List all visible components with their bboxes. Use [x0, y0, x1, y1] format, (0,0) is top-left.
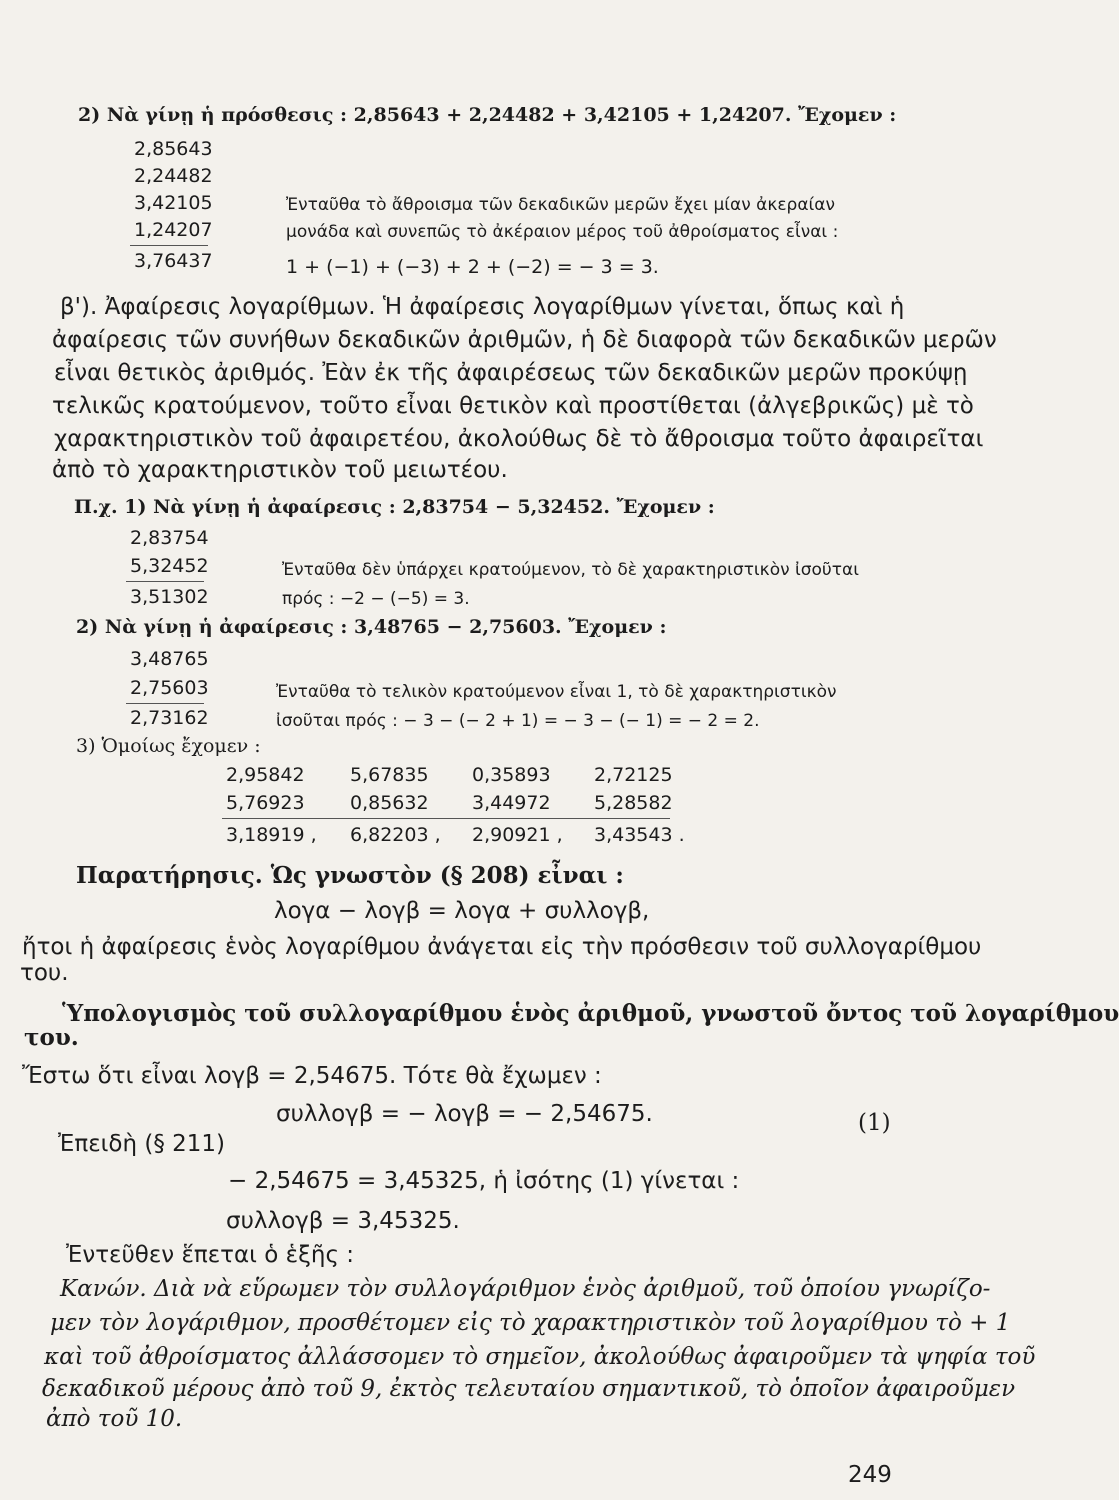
example-1-heading: Π.χ. 1) Νὰ γίνῃ ἡ ἀφαίρεσις : 2,83754 − 5,32452. Ἔχομεν :	[74, 496, 715, 518]
remark-text-line-1: ἤτοι ἡ ἀφαίρεσις ἑνὸς λογαρίθμου ἀνάγεται εἰς τὴν πρόσθεσιν τοῦ συλλογαρίθμου	[22, 934, 982, 960]
addition-sum-rule	[130, 245, 208, 246]
example-2-subtrahend: 2,75603	[130, 677, 209, 699]
rule-line-1: Κανών. Διὰ νὰ εὕρωμεν τὸν συλλογάριθμον ἑνὸς ἀριθμοῦ, τοῦ ὁποίου γνωρίζο-	[60, 1276, 991, 1302]
example-3-cell-r1c1: 2,95842	[226, 764, 305, 786]
cologarithm-line-6: Ἐντεῦθεν ἕπεται ὁ ἑξῆς :	[66, 1242, 355, 1268]
cologarithm-line-2: συλλογβ = − λογβ = − 2,54675.	[276, 1101, 653, 1127]
cologarithm-line-5: συλλογβ = 3,45325.	[226, 1208, 460, 1234]
example-3-cell-r2c3: 3,44972	[472, 792, 551, 814]
remark-text-line-2: του.	[20, 960, 69, 986]
example-3-rule	[222, 818, 670, 819]
subtraction-paragraph-line-4: τελικῶς κρατούμενον, τοῦτο εἶναι θετικὸν καὶ προστίθεται (ἀλγεβρικῶς) μὲ τὸ	[52, 393, 974, 419]
example-1-note-line-2: πρός : −2 − (−5) = 3.	[282, 589, 470, 609]
cologarithm-heading-line-1: Ὑπολογισμὸς τοῦ συλλογαρίθμου ἑνὸς ἀριθμοῦ, γνωστοῦ ὄντος τοῦ λογαρίθμου	[62, 1000, 1119, 1027]
addition-note-line-1: Ἐνταῦθα τὸ ἄθροισμα τῶν δεκαδικῶν μερῶν ἔχει μίαν ἀκεραίαν	[286, 195, 835, 215]
example-3-cell-r1c3: 0,35893	[472, 764, 551, 786]
cologarithm-line-1: Ἔστω ὅτι εἶναι λογβ = 2,54675. Τότε θὰ ἔχωμεν :	[22, 1063, 602, 1089]
subtraction-paragraph-line-2: ἀφαίρεσις τῶν συνήθων δεκαδικῶν ἀριθμῶν, ἡ δὲ διαφορὰ τῶν δεκαδικῶν μερῶν	[52, 327, 997, 353]
subtraction-paragraph-line-5: χαρακτηριστικὸν τοῦ ἀφαιρετέου, ἀκολούθως δὲ τὸ ἄθροισμα τοῦτο ἀφαιρεῖται	[54, 426, 984, 452]
example-1-rule	[126, 581, 204, 582]
addition-note-line-3: 1 + (−1) + (−3) + 2 + (−2) = − 3 = 3.	[286, 256, 659, 278]
example-1-note-line-1: Ἐνταῦθα δὲν ὑπάρχει κρατούμενον, τὸ δὲ χαρακτηριστικὸν ἰσοῦται	[282, 560, 859, 580]
addition-number-3: 3,42105	[134, 192, 213, 214]
example-2-rule	[126, 703, 204, 704]
subtraction-paragraph-line-6: ἀπὸ τὸ χαρακτηριστικὸν τοῦ μειωτέου.	[52, 457, 508, 483]
addition-number-1: 2,85643	[134, 138, 213, 160]
example-2-note-line-2: ἰσοῦται πρός : − 3 − (− 2 + 1) = − 3 − (− 1) = − 2 = 2.	[276, 711, 760, 731]
example-2-note-line-1: Ἐνταῦθα τὸ τελικὸν κρατούμενον εἶναι 1, τὸ δὲ χαρακτηριστικὸν	[276, 682, 837, 702]
example-2-minuend: 3,48765	[130, 648, 209, 670]
example-3-cell-r3c3: 2,90921 ,	[472, 824, 563, 846]
remark-line: Παρατήρησις. Ὡς γνωστὸν (§ 208) εἶναι :	[76, 862, 624, 889]
example-2-difference: 2,73162	[130, 707, 209, 729]
example-3-cell-r2c1: 5,76923	[226, 792, 305, 814]
addition-note-line-2: μονάδα καὶ συνεπῶς τὸ ἀκέραιον μέρος τοῦ ἀθροίσματος εἶναι :	[286, 222, 839, 242]
example-3-cell-r3c1: 3,18919 ,	[226, 824, 317, 846]
rule-line-3: καὶ τοῦ ἀθροίσματος ἀλλάσσομεν τὸ σημεῖον, ἀκολούθως ἀφαιροῦμεν τὰ ψηφία τοῦ	[44, 1344, 1036, 1370]
cologarithm-line-4: − 2,54675 = 3,45325, ἡ ἰσότης (1) γίνεται :	[228, 1168, 740, 1194]
example-3-cell-r2c4: 5,28582	[594, 792, 673, 814]
example-3-cell-r3c4: 3,43543 .	[594, 824, 685, 846]
example-3-cell-r1c2: 5,67835	[350, 764, 429, 786]
remark-formula: λογα − λογβ = λογα + συλλογβ,	[274, 898, 650, 924]
example-2-heading: 2) Νὰ γίνῃ ἡ ἀφαίρεσις : 3,48765 − 2,75603. Ἔχομεν :	[76, 616, 667, 638]
rule-line-4: δεκαδικοῦ μέρους ἀπὸ τοῦ 9, ἐκτὸς τελευταίου σημαντικοῦ, τὸ ὁποῖον ἀφαιροῦμεν	[42, 1376, 1016, 1402]
addition-sum: 3,76437	[134, 250, 213, 272]
addition-number-4: 1,24207	[134, 219, 213, 241]
subtraction-paragraph-line-1: β'). Ἀφαίρεσις λογαρίθμων. Ἡ ἀφαίρεσις λογαρίθμων γίνεται, ὅπως καὶ ἡ	[60, 294, 905, 320]
addition-example-heading: 2) Νὰ γίνῃ ἡ πρόσθεσις : 2,85643 + 2,24482 + 3,42105 + 1,24207. Ἔχομεν :	[78, 104, 897, 126]
example-3-cell-r3c2: 6,82203 ,	[350, 824, 441, 846]
cologarithm-line-3: Ἐπειδὴ (§ 211)	[58, 1131, 226, 1157]
example-1-minuend: 2,83754	[130, 527, 209, 549]
example-1-subtrahend: 5,32452	[130, 555, 209, 577]
rule-line-2: μεν τὸν λογάριθμον, προσθέτομεν εἰς τὸ χαρακτηριστικὸν τοῦ λογαρίθμου τὸ + 1	[50, 1310, 1011, 1336]
subtraction-paragraph-line-3: εἶναι θετικὸς ἀριθμός. Ἐὰν ἐκ τῆς ἀφαιρέσεως τῶν δεκαδικῶν μερῶν προκύψῃ	[54, 360, 968, 386]
example-1-difference: 3,51302	[130, 586, 209, 608]
example-3-heading: 3) Ὁμοίως ἔχομεν :	[76, 735, 261, 757]
example-3-cell-r2c2: 0,85632	[350, 792, 429, 814]
example-3-cell-r1c4: 2,72125	[594, 764, 673, 786]
rule-line-5: ἀπὸ τοῦ 10.	[46, 1406, 183, 1432]
addition-number-2: 2,24482	[134, 165, 213, 187]
page-number: 249	[848, 1462, 892, 1488]
cologarithm-heading-line-2: του.	[24, 1024, 79, 1051]
equation-number-1: (1)	[858, 1110, 891, 1136]
